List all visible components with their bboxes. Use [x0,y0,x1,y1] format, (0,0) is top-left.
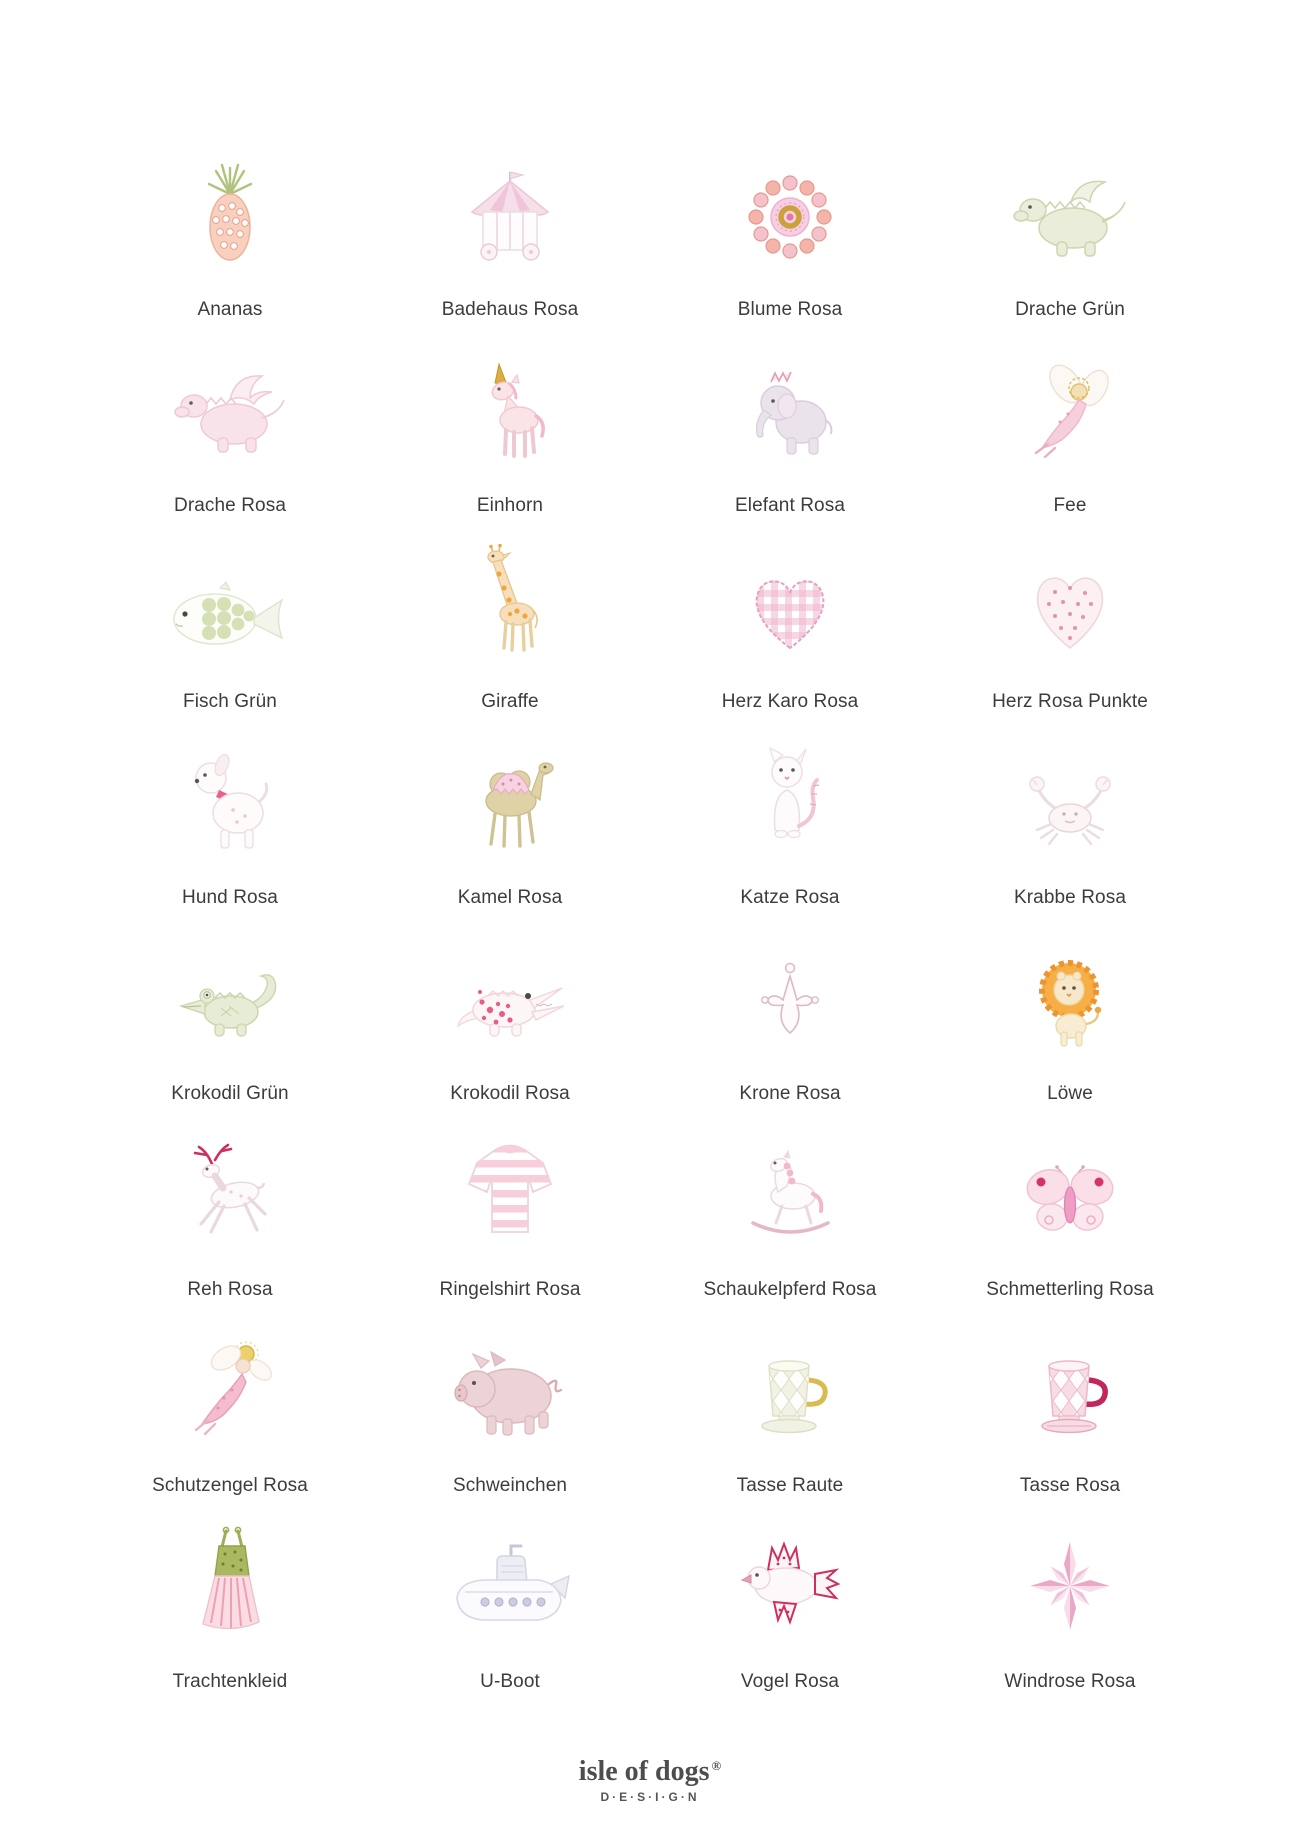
hund-rosa-icon [185,736,275,886]
motif-cell [370,148,650,344]
motif-label: Trachtenkleid [172,1671,288,1692]
fisch-gruen-icon [168,540,292,690]
motif-label: Einhorn [476,495,544,516]
motif-label: Kamel Rosa [457,887,563,908]
ananas-icon [203,148,257,298]
trachtenkleid-icon [191,1520,269,1670]
krone-rosa-icon [756,932,824,1082]
katze-rosa-icon [751,736,829,886]
motif-grid [90,0,1210,1716]
motif-label: Ringelshirt Rosa [439,1279,581,1300]
einhorn-icon [472,344,548,494]
tasse-rosa-icon [1021,1324,1119,1474]
tasse-raute-icon [741,1324,839,1474]
motif-label: Windrose Rosa [1004,1671,1136,1692]
motif-cell [930,1324,1210,1520]
motif-cell [930,1128,1210,1324]
motif-cell [370,540,650,736]
motif-cell [650,344,930,540]
motif-cell [930,148,1210,344]
kamel-rosa-icon [463,736,557,886]
motif-cell [90,1520,370,1716]
herz-karo-rosa-icon [743,540,837,690]
drache-rosa-icon [172,344,288,494]
motif-cell [650,1324,930,1520]
schutzengel-rosa-icon [188,1324,272,1474]
motif-label: Giraffe [481,691,539,712]
badehaus-rosa-icon [462,148,558,298]
reh-rosa-icon [185,1128,275,1278]
motif-label: Elefant Rosa [735,495,845,516]
motif-label: Krokodil Grün [171,1083,289,1104]
u-boot-icon [447,1520,573,1670]
motif-cell [90,736,370,932]
motif-label: Krone Rosa [739,1083,841,1104]
motif-cell [90,344,370,540]
motif-label: Schaukelpferd Rosa [703,1279,877,1300]
motif-label: Schweinchen [452,1475,568,1496]
fee-icon [1030,344,1110,494]
motif-cell [930,932,1210,1128]
motif-cell [650,736,930,932]
motif-label: Tasse Raute [736,1475,844,1496]
vogel-rosa-icon [736,1520,844,1670]
brand-name: isle of dogs [578,1756,710,1787]
motif-label: Fisch Grün [183,691,277,712]
motif-label: Schutzengel Rosa [152,1475,308,1496]
motif-cell [650,148,930,344]
motif-cell [930,1520,1210,1716]
motif-label: Badehaus Rosa [441,299,579,320]
krokodil-gruen-icon [173,932,287,1082]
motif-cell [370,1128,650,1324]
motif-cell [650,1128,930,1324]
motif-cell [90,1324,370,1520]
blume-rosa-icon [743,148,837,298]
motif-label: Katze Rosa [740,887,840,908]
motif-cell [370,736,650,932]
motif-label: Krabbe Rosa [1013,887,1126,908]
motif-label: Ananas [197,299,263,320]
ringelshirt-rosa-icon [461,1128,559,1278]
motif-label: Fee [1053,495,1087,516]
motif-cell [930,736,1210,932]
motif-cell [930,344,1210,540]
motif-cell [370,344,650,540]
motif-label: Herz Karo Rosa [721,691,859,712]
brand-subtitle: D·E·S·I·G·N [600,1790,700,1804]
motif-label: U-Boot [480,1671,540,1692]
motif-label: Tasse Rosa [1019,1475,1121,1496]
motif-cell [370,932,650,1128]
schaukelpferd-rosa-icon [740,1128,840,1278]
schmetterling-rosa-icon [1017,1128,1123,1278]
krokodil-rosa-icon [450,932,570,1082]
motif-cell [370,1324,650,1520]
motif-cell [90,1128,370,1324]
motif-cell [930,540,1210,736]
motif-label: Drache Grün [1015,299,1125,320]
schweinchen-icon [451,1324,569,1474]
windrose-rosa-icon [1024,1520,1116,1670]
motif-label: Drache Rosa [174,495,286,516]
motif-cell [90,148,370,344]
motif-cell [650,1520,930,1716]
motif-label: Blume Rosa [737,299,843,320]
motif-label: Hund Rosa [182,887,278,908]
motif-cell [650,540,930,736]
brand-logo [0,1756,1300,1788]
motif-label: Krokodil Rosa [450,1083,570,1104]
giraffe-icon [480,540,540,690]
motif-cell [650,932,930,1128]
motif-label: Löwe [1047,1083,1093,1104]
drache-gruen-icon [1011,148,1129,298]
elefant-rosa-icon [745,344,835,494]
motif-label: Herz Rosa Punkte [992,691,1148,712]
krabbe-rosa-icon [1023,736,1117,886]
motif-cell [370,1520,650,1716]
herz-rosa-punkte-icon [1025,540,1115,690]
motif-label: Schmetterling Rosa [986,1279,1154,1300]
motif-label: Vogel Rosa [740,1671,840,1692]
registered-mark: ® [711,1757,722,1773]
motif-label: Reh Rosa [187,1279,273,1300]
motif-cell [90,540,370,736]
motif-cell [90,932,370,1128]
brand-footer [0,1756,1300,1804]
loewe-icon [1028,932,1112,1082]
